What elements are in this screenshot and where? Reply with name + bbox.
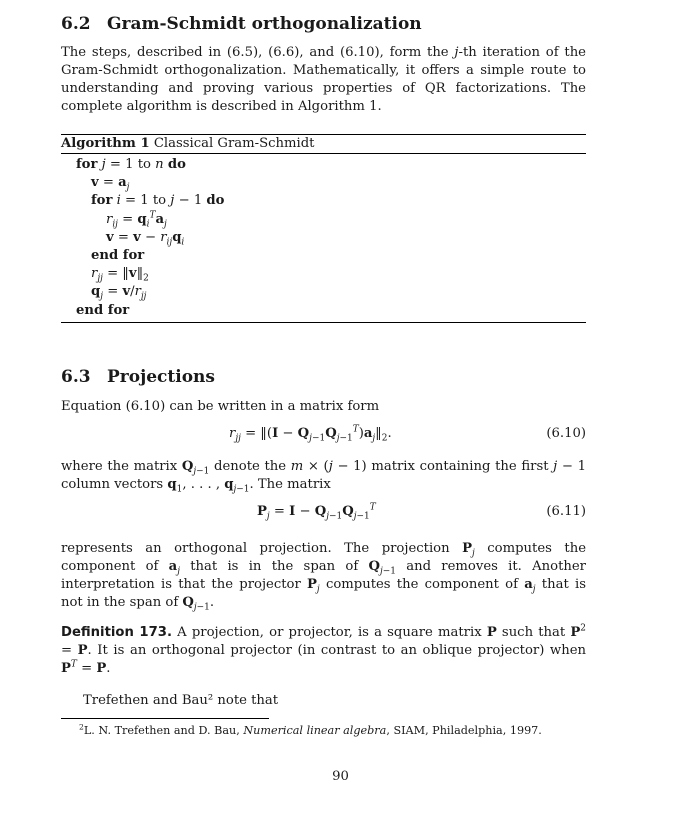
footnote-mark: 2: [79, 721, 84, 731]
equation-6-10: [61, 426, 586, 450]
matrix-description: where the matrix $Q_{j-1}$ denote the m × (j − 1) matrix containing the first j − 1 column vectors $q_1$, . . . , $q_{j-1}$. The matrix: [61, 458, 586, 495]
section-6-2-paragraph: The steps, described in (6.5), (6.6), and (6.10), form the j-th iteration of the Gram-Schmidt orthogonalization. Mathematically, it offers a simple route to understanding and proving various properties of QR factorizations. The complete algorithm is described in Algorithm 1.: [61, 45, 586, 114]
algorithm-caption: [61, 135, 586, 154]
section-heading-6-3: [61, 367, 586, 387]
algo-line-end-for-outer: end for: [76, 302, 130, 318]
algorithm-body: [61, 154, 586, 322]
algo-line-q-j: $q_j = v/r_{jj}$: [91, 284, 147, 302]
definition-173: Definition 173. A projection, or projector, is a square matrix P such that $P^2 = P$. It is an orthogonal projector (in contrast to an oblique projector) when $P^T = P$.: [61, 623, 587, 676]
section-heading-6-2: [61, 14, 586, 34]
equation-intro: Equation (6.10) can be written in a matrix form: [61, 398, 380, 414]
equation-6-10-number: (6.10): [546, 425, 586, 441]
algo-line-r-ij: $r_{ij} = q_i^Ta_j$: [106, 210, 167, 230]
projection-paragraph: represents an orthogonal projection. The projection $P_j$ computes the component of $a_j$ that is in the span of $Q_{j-1}$ and removes it. Another interpretation is that the projector $P_j$ computes the component of $a_j$ that is not in the span of $Q_{j-1}$.: [61, 540, 586, 613]
section-number: 6.3: [61, 366, 91, 387]
algo-line-for-j: for j = 1 to n do: [76, 157, 186, 172]
section-title: Gram-Schmidt orthogonalization: [107, 14, 422, 34]
equation-6-11-body: $P_j = I - Q_{j-1}Q_{j-1}^T$: [257, 502, 376, 522]
algo-line-for-i: for i = 1 to j − 1 do: [91, 193, 225, 209]
algo-line-v-update: $v = v - r_{ij}q_i$: [106, 229, 185, 248]
algorithm-name: Classical Gram-Schmidt: [153, 136, 315, 151]
equation-6-11: [61, 504, 586, 528]
footnote-rule: [61, 718, 269, 719]
trefethen-sentence: Trefethen and Bau² note that: [83, 692, 279, 708]
section-number: 6.2: [61, 14, 91, 34]
footnote: $^2$L. N. Trefethen and D. Bau, Numerical linear algebra, SIAM, Philadelphia, 1997.: [79, 721, 542, 737]
algo-line-end-for-inner: end for: [91, 247, 145, 263]
algorithm-box: [61, 134, 586, 323]
equation-6-10-body: $r_{jj}$ = ‖(I − $Q_{j-1}Q_{j-1}^T)a_j‖_2$.: [229, 424, 392, 444]
equation-6-11-number: (6.11): [546, 503, 586, 519]
algo-line-r-jj: $r_{jj}$ = $‖v‖_2$: [91, 266, 149, 284]
algorithm-label: Algorithm 1: [61, 136, 150, 151]
definition-label: Definition 173.: [61, 624, 172, 640]
section-title: Projections: [107, 366, 215, 387]
footnote-book-title: Numerical linear algebra: [243, 723, 387, 737]
page-content: [61, 14, 586, 738]
algo-line-v-assign: $v = a_j$: [91, 175, 130, 193]
page-number: 90: [332, 769, 349, 784]
